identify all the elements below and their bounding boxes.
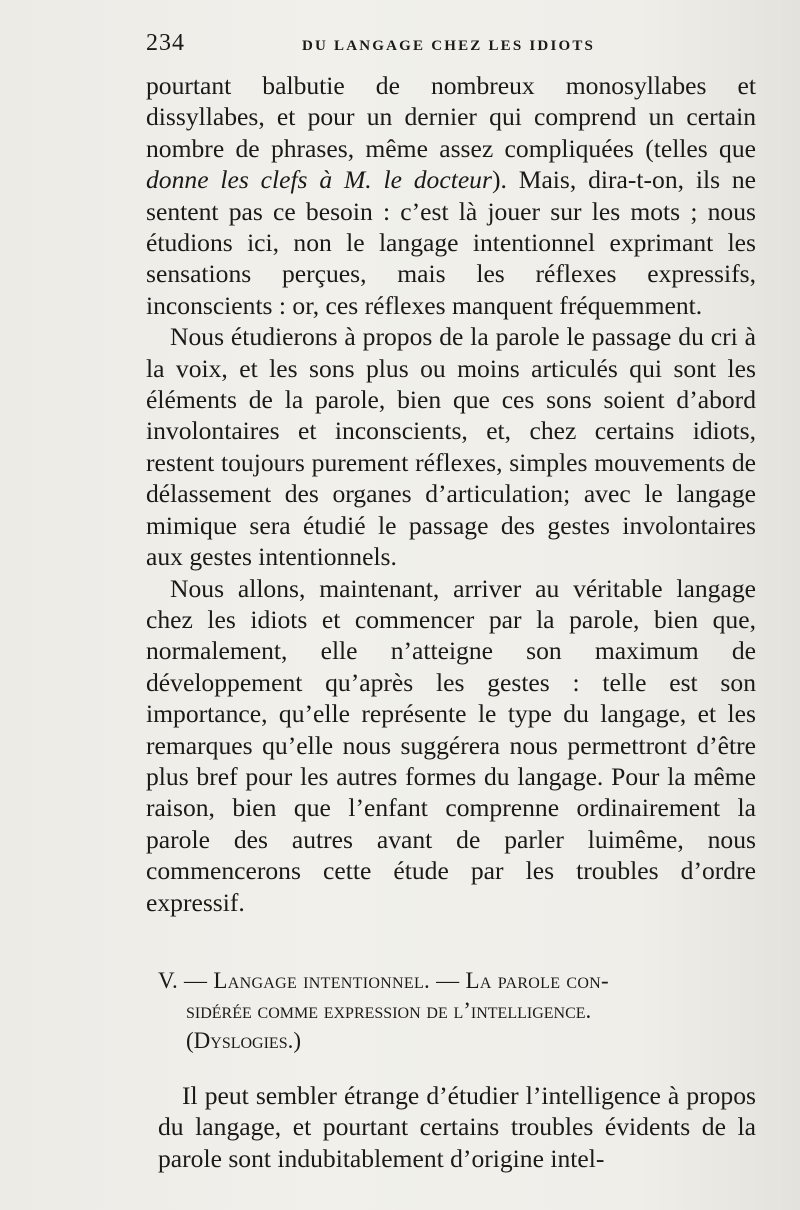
section-heading (158, 966, 756, 1056)
page-header (146, 30, 758, 62)
paragraph-2: Nous étudierons à propos de la parole le passage du cri à la voix, et les sons plus ou moins articulés qui sont les éléments de la parole, bien que ces sons soient d’abord involontaires et inconscients, et, chez certains idiots, restent toujours purement réflexes, simples mouvements de délassement des organes d’articulation; avec le langage mimique sera étudié le passage des gestes involontaires aux gestes intentionnels. (146, 322, 756, 572)
running-head: DU LANGAGE CHEZ LES IDIOTS (302, 38, 596, 54)
paragraph-1-italic: donne les clefs à M. le docteur (146, 165, 492, 195)
paragraph-1 (146, 70, 756, 321)
section-heading-line-1: V. — Langage intentionnel. — La parole con- (158, 968, 609, 993)
page-number: 234 (146, 30, 185, 56)
paragraph-1-tail: ). Mais, dira-t-on, ils ne sentent pas ce besoin : c’est là jouer sur les mots ; nous étudions ici, non le langage intentionnel exprimant les sensations perçues, mais les réflexes expressifs, inconscients : or, ces réflexes manquent fréquemment. (146, 165, 757, 320)
paragraph-1-lead: pourtant balbutie de nombreux monosyllabes et dissyllabes, et pour un dernier qui comprend un certain nombre de phrases, même assez compliquées (telles que (146, 71, 756, 163)
paragraph-3: Nous allons, maintenant, arriver au véritable langage chez les idiots et commencer par la parole, bien que, normalement, elle n’atteigne son maximum de développement qu’après les gestes : telle est son importance, qu’elle représente le type du langage, et les remarques qu’elle nous suggérera nous permettront d’être plus bref pour les autres formes du langage. Pour la même raison, bien que l’enfant comprenne ordinairement la parole des autres avant de parler luimême, nous commencerons cette étude par les troubles d’ordre expressif. (146, 573, 756, 917)
section-heading-line-2: sidérée comme expression de l’intelligence. (186, 998, 592, 1023)
section-heading-line-3: (Dyslogies.) (186, 1028, 302, 1053)
paragraph-4: Il peut sembler étrange d’étudier l’intelligence à propos du langage, et pourtant certains troubles évidents de la parole sont indubitablement d’origine intel- (158, 1081, 756, 1173)
body-text (146, 70, 756, 918)
body-text-continued (158, 1080, 756, 1174)
